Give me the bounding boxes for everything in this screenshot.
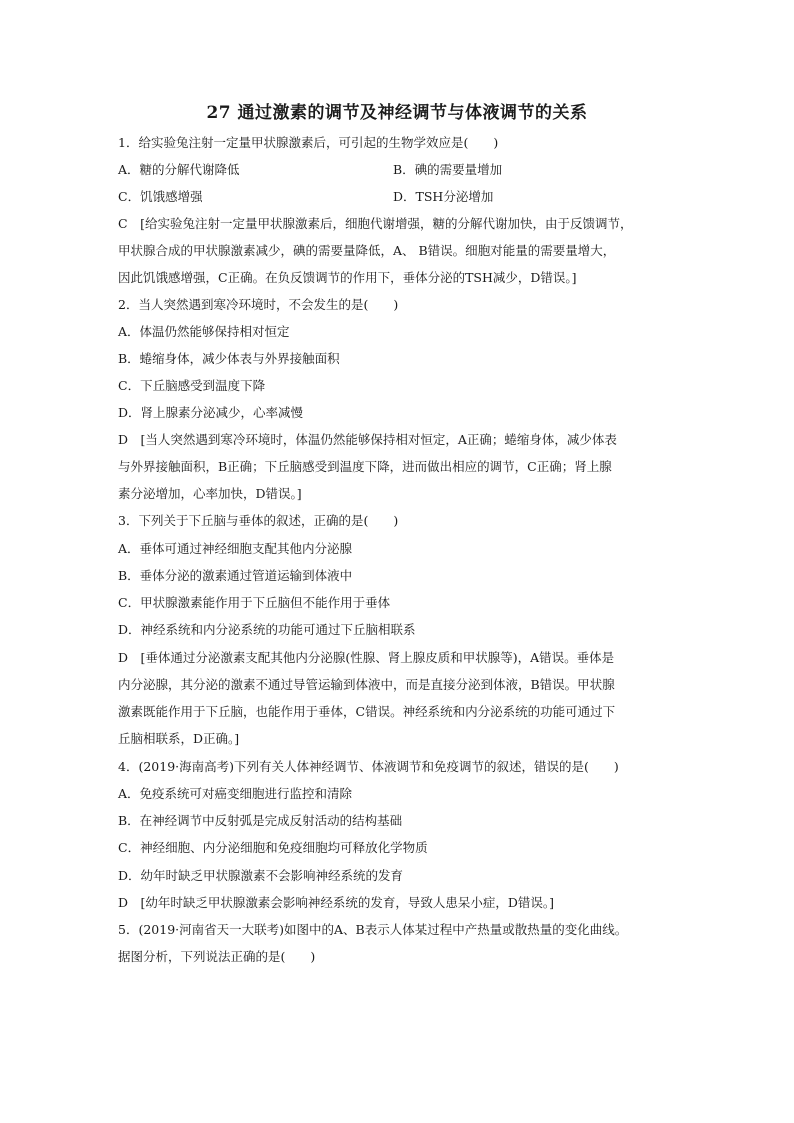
q1-option-c: C．饥饿感增强 <box>118 189 203 204</box>
q3-option-d: D．神经系统和内分泌系统的功能可通过下丘脑相联系 <box>118 622 416 637</box>
q1-answer-line-3: 因此饥饿感增强，C正确。在负反馈调节的作用下，垂体分泌的TSH减少，D错误。] <box>118 270 577 285</box>
q2-answer-line-1: D [当人突然遇到寒冷环境时，体温仍然能够保持相对恒定，A正确；蜷缩身体，减少体表 <box>118 432 617 447</box>
q2-option-d: D．肾上腺素分泌减少，心率减慢 <box>118 405 304 420</box>
q4-option-c: C．神经细胞、内分泌细胞和免疫细胞均可释放化学物质 <box>118 840 428 855</box>
q2-answer-line-3: 素分泌增加，心率加快，D错误。] <box>118 486 302 501</box>
q3-option-a: A．垂体可通过神经细胞支配其他内分泌腺 <box>118 541 353 556</box>
q2-stem: 2．当人突然遇到寒冷环境时，不会发生的是( ) <box>118 297 399 312</box>
q3-answer-line-3: 激素既能作用于下丘脑，也能作用于垂体，C错误。神经系统和内分泌系统的功能可通过下 <box>118 704 616 719</box>
q1-option-b: B．碘的需要量增加 <box>393 162 503 177</box>
q3-answer-line-4: 丘脑相联系，D正确。] <box>118 731 240 746</box>
q3-stem: 3．下列关于下丘脑与垂体的叙述，正确的是( ) <box>118 513 399 528</box>
q1-stem: 1．给实验兔注射一定量甲状腺激素后，可引起的生物学效应是( ) <box>118 135 499 150</box>
q1-answer-line-1: C [给实验兔注射一定量甲状腺激素后，细胞代谢增强，糖的分解代谢加快，由于反馈调节， <box>118 216 633 231</box>
q3-option-c: C．甲状腺激素能作用于下丘脑但不能作用于垂体 <box>118 595 391 610</box>
q1-answer-line-2: 甲状腺合成的甲状腺激素减少，碘的需要量降低，A、 B错误。细胞对能量的需要量增大， <box>118 243 616 258</box>
q2-option-b: B．蜷缩身体，减少体表与外界接触面积 <box>118 351 340 366</box>
q3-answer-line-1: D [垂体通过分泌激素支配其他内分泌腺(性腺、肾上腺皮质和甲状腺等)，A错误。垂体是 <box>118 650 615 665</box>
q4-answer-line-1: D [幼年时缺乏甲状腺激素会影响神经系统的发育，导致人患呆小症，D错误。] <box>118 895 555 910</box>
q4-option-b: B．在神经调节中反射弧是完成反射活动的结构基础 <box>118 813 403 828</box>
q1-option-d: D．TSH分泌增加 <box>393 189 494 204</box>
q2-option-c: C．下丘脑感受到温度下降 <box>118 378 266 393</box>
q3-option-b: B．垂体分泌的激素通过管道运输到体液中 <box>118 568 353 583</box>
q2-option-a: A．体温仍然能够保持相对恒定 <box>118 324 290 339</box>
q1-option-a: A．糖的分解代谢降低 <box>118 162 240 177</box>
page-title: 27 通过激素的调节及神经调节与体液调节的关系 <box>206 103 588 123</box>
q2-answer-line-2: 与外界接触面积，B正确；下丘脑感受到温度下降，进而做出相应的调节，C正确；肾上腺 <box>118 459 612 474</box>
q3-answer-line-2: 内分泌腺，其分泌的激素不通过导管运输到体液中，而是直接分泌到体液，B错误。甲状腺 <box>118 677 615 692</box>
q4-stem: 4．(2019·海南高考)下列有关人体神经调节、体液调节和免疫调节的叙述，错误的是( ) <box>118 759 619 774</box>
q5-stem-line-2: 据图分析，下列说法正确的是( ) <box>118 949 316 964</box>
q4-option-d: D．幼年时缺乏甲状腺激素不会影响神经系统的发育 <box>118 868 404 883</box>
q5-stem-line-1: 5．(2019·河南省天一大联考)如图中的A、B表示人体某过程中产热量或散热量的变化曲线。 <box>118 922 628 937</box>
q4-option-a: A．免疫系统可对癌变细胞进行监控和清除 <box>118 786 353 801</box>
